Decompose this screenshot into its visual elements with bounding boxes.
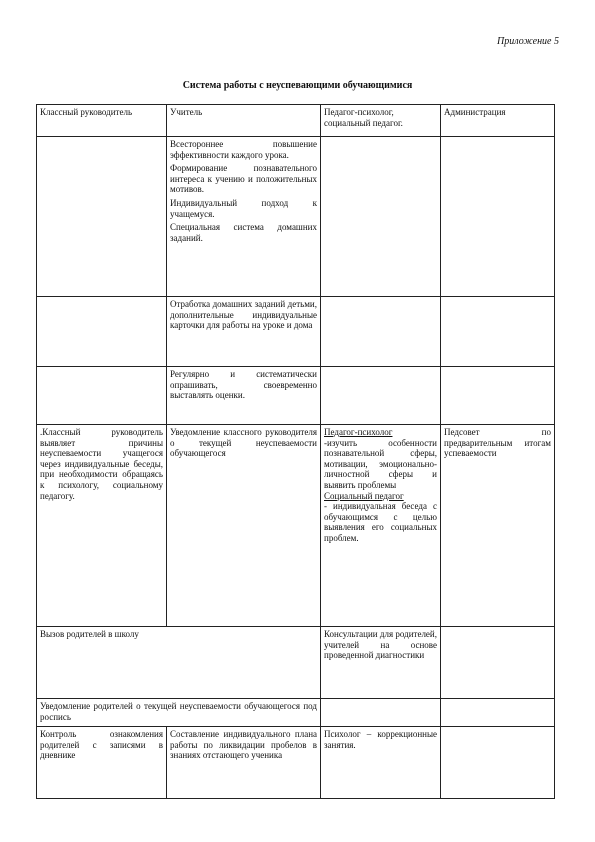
cell-teacher: Отработка домашних заданий детьми, дополнительные индивидуальные карточки для работы на уроке и дома xyxy=(167,297,321,367)
teacher-item: Всестороннее повышение эффективности каждого урока. xyxy=(170,139,317,160)
cell-parents-call: Вызов родителей в школу xyxy=(37,627,321,699)
cell-class-teacher: .Классный руководитель выявляет причины неуспеваемости учащегося через индивидуальные беседы, при необходимости обращаясь к психологу, социальному педагогу. xyxy=(37,425,167,627)
cell-psychologist: Психолог – коррекционные занятия. xyxy=(321,727,441,799)
table-row xyxy=(37,699,555,727)
teacher-item: Формирование познавательного интереса к учению и положительных мотивов. xyxy=(170,163,317,195)
cell-teacher: Регулярно и систематически опрашивать, своевременно выставлять оценки. xyxy=(167,367,321,425)
cell-empty xyxy=(321,367,441,425)
social-teacher-title: Социальный педагог xyxy=(324,490,404,501)
table-row xyxy=(37,627,555,699)
header-psychologist: Педагог-психолог, социальный педагог. xyxy=(321,105,441,137)
header-class-teacher: Классный руководитель xyxy=(37,105,167,137)
cell-psychologist: Консультации для родителей, учителей на основе проведенной диагностики xyxy=(321,627,441,699)
table-row xyxy=(37,727,555,799)
cell-empty xyxy=(37,367,167,425)
social-teacher-text: - индивидуальная беседа с обучающимся с целью выявления его социальных проблем. xyxy=(324,501,437,544)
teacher-item: Специальная система домашних заданий. xyxy=(170,222,317,243)
cell-empty xyxy=(321,297,441,367)
teacher-item: Индивидуальный подход к учащемуся. xyxy=(170,198,317,219)
cell-psychologist xyxy=(321,425,441,627)
table-row xyxy=(37,297,555,367)
cell-empty xyxy=(37,297,167,367)
psychologist-title: Педагог-психолог xyxy=(324,427,393,437)
document-title: Система работы с неуспевающими обучающимися xyxy=(182,80,413,91)
cell-teacher: Уведомление классного руководителя о текущей неуспеваемости обучающегося xyxy=(167,425,321,627)
cell-empty xyxy=(441,727,555,799)
header-administration: Администрация xyxy=(441,105,555,137)
work-system-table xyxy=(36,104,555,799)
table-row xyxy=(37,425,555,627)
cell-teacher xyxy=(167,137,321,297)
cell-empty xyxy=(441,627,555,699)
cell-parents-notice: Уведомление родителей о текущей неуспеваемости обучающегося под роспись xyxy=(37,699,321,727)
cell-empty xyxy=(441,297,555,367)
cell-empty xyxy=(321,699,441,727)
cell-teacher: Составление индивидуального плана работы по ликвидации пробелов в знаниях отстающего ученика xyxy=(167,727,321,799)
cell-empty xyxy=(441,699,555,727)
table-row xyxy=(37,137,555,297)
cell-class-teacher: Контроль ознакомления родителей с записями в дневнике xyxy=(37,727,167,799)
cell-administration: Педсовет по предварительным итогам успеваемости xyxy=(441,425,555,627)
cell-empty xyxy=(441,367,555,425)
cell-empty xyxy=(321,137,441,297)
cell-empty xyxy=(37,137,167,297)
cell-empty xyxy=(441,137,555,297)
table-header-row xyxy=(37,105,555,137)
table-row xyxy=(37,367,555,425)
psychologist-text: -изучить особенности познавательной сферы, мотивации, эмоционально-личностной сферы и выявить проблемы xyxy=(324,437,437,491)
appendix-label: Приложение 5 xyxy=(497,36,559,47)
header-teacher: Учитель xyxy=(167,105,321,137)
